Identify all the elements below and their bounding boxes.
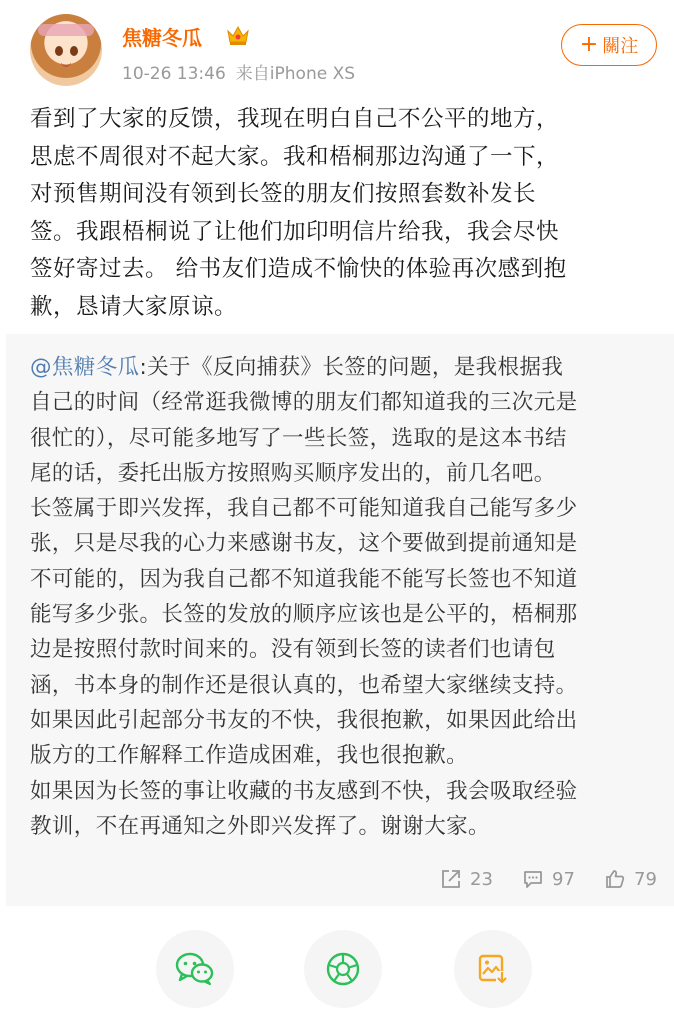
share-moments-button[interactable]	[304, 930, 382, 1008]
share-bar	[0, 930, 674, 1010]
repost-count: 23	[470, 868, 493, 890]
follow-button[interactable]	[561, 24, 657, 66]
thumbs-up-icon	[604, 868, 626, 890]
comment-count: 97	[552, 868, 575, 890]
avatar-hairband	[38, 24, 94, 36]
post-meta	[122, 59, 365, 84]
post-body-text: 看到了大家的反馈，我现在明白自己不公平的地方， 思虑不周很对不起大家。我和梧桐那边沟通了一下， 对预售期间没有领到长签的朋友们按照套数补发长 签。我跟梧桐说了让他们加印明信片给我，我会尽快 签好寄过去。 给书友们造成不愉快的体验再次感到抱 歉，恳请大家原谅。	[30, 106, 567, 320]
comment-icon	[522, 868, 544, 890]
wechat-icon	[175, 951, 215, 987]
reposted-body	[30, 350, 662, 844]
repost-icon	[440, 868, 462, 890]
save-image-icon	[476, 952, 510, 986]
avatar[interactable]	[30, 14, 102, 86]
post-timestamp: 10-26 13:46	[122, 64, 226, 84]
author-name[interactable]: 焦糖冬瓜	[122, 26, 202, 50]
moments-icon	[324, 950, 362, 988]
repost-button[interactable]	[440, 864, 493, 894]
avatar-eye-left	[55, 46, 63, 56]
avatar-mouth	[61, 62, 71, 67]
share-wechat-button[interactable]	[156, 930, 234, 1008]
reposted-action-bar	[6, 864, 674, 894]
vip-crown-icon	[226, 24, 250, 46]
comment-button[interactable]	[522, 864, 575, 894]
like-count: 79	[634, 868, 657, 890]
follow-button-label: 關注	[602, 36, 639, 57]
like-button[interactable]	[604, 864, 657, 894]
reposted-weibo-card[interactable]	[6, 334, 674, 906]
save-image-button[interactable]	[454, 930, 532, 1008]
reposted-body-text: :关于《反向捕获》长签的问题，是我根据我 自己的时间（经常逛我微博的朋友们都知道我的三次元是 很忙的），尽可能多地写了一些长签，选取的是这本书结 尾的话，委托出版方按照购买顺序发出的，前几名吧。 长签属于即兴发挥，我自己都不可能知道我自己能写多少 张，只是尽我的心力来感谢书友，这个要做到提前通知是 不可能的，因为我自己都不知道我能不能写长签也不知道 能写多少张。长签的发放的顺序应该也是公平的，梧桐那 边是按照付款时间来的。没有领到长签的读者们也请包 涵，书本身的制作还是很认真的，也希望大家继续支持。 如果因此引起部分书友的不快，我很抱歉，如果因此给出 版方的工作解释工作造成困难，我也很抱歉。 如果因为长签的事让收藏的书友感到不快，我会吸取经验 教训，不在再通知之外即兴发挥了。谢谢大家。	[30, 355, 578, 839]
plus-icon: +	[579, 32, 599, 57]
mention-link[interactable]: @焦糖冬瓜	[30, 355, 140, 380]
post-header	[0, 0, 674, 100]
post-source: 来自iPhone XS	[235, 64, 356, 84]
avatar-eye-right	[70, 46, 78, 56]
